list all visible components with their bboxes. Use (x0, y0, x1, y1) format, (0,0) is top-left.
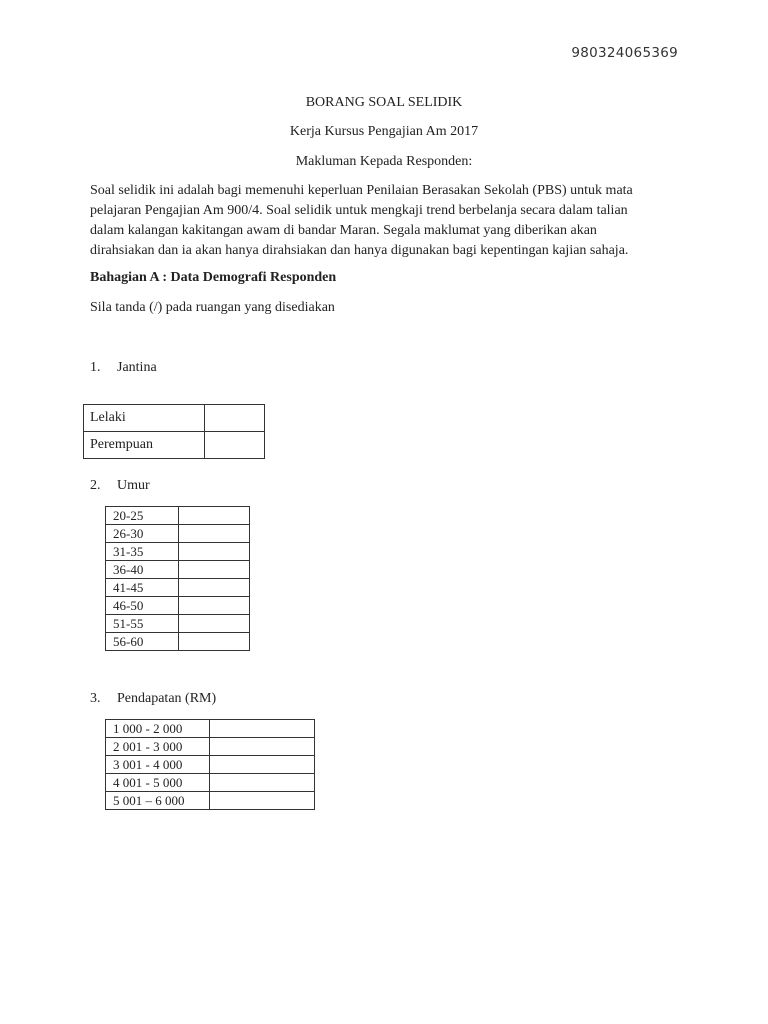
option-label: 2 001 - 3 000 (106, 738, 210, 756)
table-row (106, 756, 315, 774)
table-row (84, 405, 265, 432)
question-number: 2. (90, 478, 101, 493)
income-table (105, 719, 315, 810)
option-label: 3 001 - 4 000 (106, 756, 210, 774)
intro-line: dirahsiakan dan ia akan hanya dirahsiakan dan hanya digunakan bagi kepentingan kajian sahaja. (90, 243, 629, 258)
question-label: Jantina (117, 360, 157, 375)
table-row (106, 507, 250, 525)
option-label: 1 000 - 2 000 (106, 720, 210, 738)
checkbox-cell[interactable] (179, 543, 250, 561)
checkbox-cell[interactable] (210, 738, 315, 756)
option-label: 46-50 (106, 597, 179, 615)
form-title: BORANG SOAL SELIDIK (305, 95, 463, 110)
checkbox-cell[interactable] (179, 579, 250, 597)
option-label: 4 001 - 5 000 (106, 774, 210, 792)
table-row (106, 615, 250, 633)
question-jantina (90, 360, 157, 376)
table-row (106, 543, 250, 561)
checkbox-cell[interactable] (210, 720, 315, 738)
age-table (105, 506, 250, 651)
option-label: 5 001 – 6 000 (106, 792, 210, 810)
checkbox-cell[interactable] (210, 756, 315, 774)
question-umur (90, 478, 150, 494)
option-label: 51-55 (106, 615, 179, 633)
option-label: 41-45 (106, 579, 179, 597)
table-row (106, 738, 315, 756)
option-label: Perempuan (84, 432, 205, 459)
option-label: 26-30 (106, 525, 179, 543)
checkbox-cell[interactable] (179, 525, 250, 543)
option-label: 36-40 (106, 561, 179, 579)
checkbox-cell[interactable] (179, 561, 250, 579)
intro-paragraph (90, 181, 690, 261)
checkbox-cell-lelaki[interactable] (205, 405, 265, 432)
table-row (106, 720, 315, 738)
instruction-text: Sila tanda (/) pada ruangan yang disediakan (90, 300, 335, 315)
checkbox-cell-perempuan[interactable] (205, 432, 265, 459)
checkbox-cell[interactable] (179, 507, 250, 525)
table-row (84, 432, 265, 459)
option-label: 31-35 (106, 543, 179, 561)
document-id: 980324065369 (571, 45, 678, 61)
table-row (106, 525, 250, 543)
question-number: 3. (90, 691, 101, 706)
checkbox-cell[interactable] (210, 792, 315, 810)
checkbox-cell[interactable] (179, 615, 250, 633)
form-subtitle: Kerja Kursus Pengajian Am 2017 (289, 124, 479, 139)
question-label: Pendapatan (RM) (117, 691, 217, 706)
gender-table (83, 404, 265, 459)
question-number: 1. (90, 360, 101, 375)
table-row (106, 561, 250, 579)
question-pendapatan (90, 691, 216, 707)
notice-heading: Makluman Kepada Responden: (295, 154, 473, 169)
option-label: 56-60 (106, 633, 179, 651)
checkbox-cell[interactable] (179, 597, 250, 615)
intro-line: dalam kalangan kakitangan awam di bandar Maran. Segala maklumat yang diberikan akan (90, 223, 597, 238)
question-label: Umur (117, 478, 150, 493)
section-heading: Bahagian A : Data Demografi Responden (90, 270, 337, 285)
table-row (106, 579, 250, 597)
intro-line: Soal selidik ini adalah bagi memenuhi keperluan Penilaian Berasakan Sekolah (PBS) untuk mata (90, 183, 633, 198)
option-label: Lelaki (84, 405, 205, 432)
checkbox-cell[interactable] (179, 633, 250, 651)
checkbox-cell[interactable] (210, 774, 315, 792)
table-row (106, 774, 315, 792)
option-label: 20-25 (106, 507, 179, 525)
intro-line: pelajaran Pengajian Am 900/4. Soal selidik untuk mengkaji trend berbelanja secara dalam talian (90, 203, 628, 218)
table-row (106, 633, 250, 651)
table-row (106, 597, 250, 615)
table-row (106, 792, 315, 810)
